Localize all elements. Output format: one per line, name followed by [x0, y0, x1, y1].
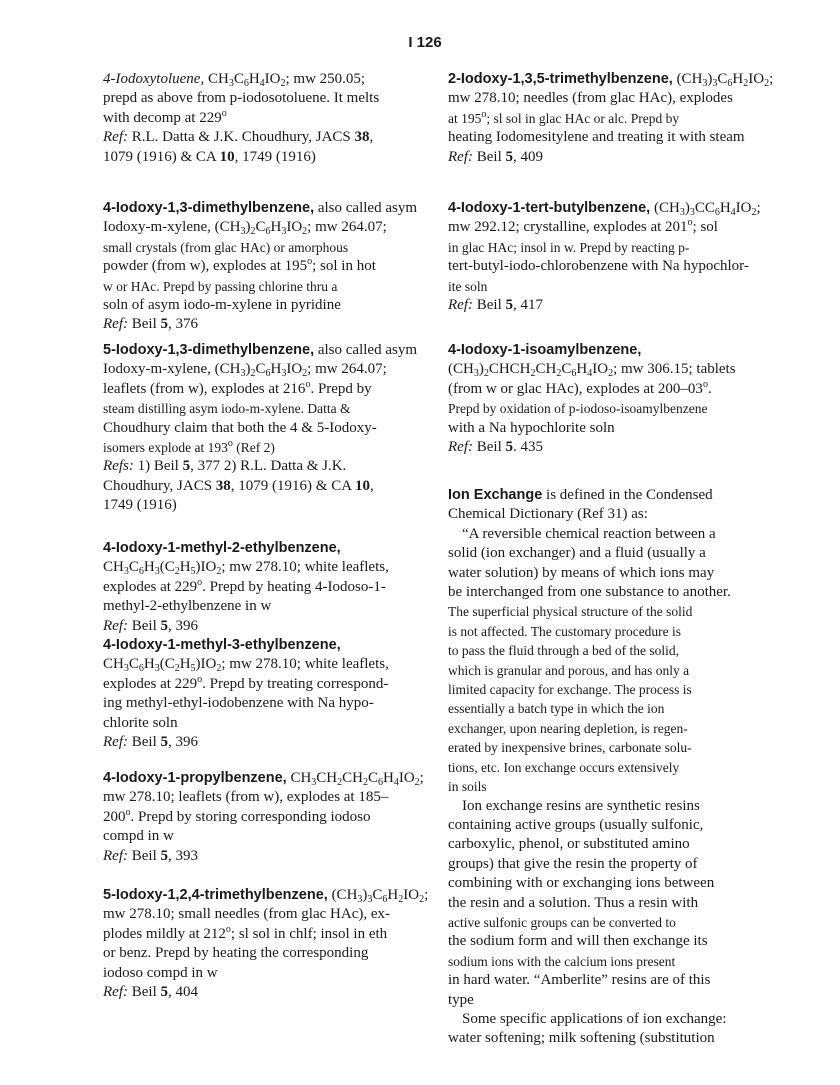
entry-title: Ion Exchange	[448, 487, 543, 503]
entry-4-iodoxy-1-tert-butylbenzene: 4-Iodoxy-1-tert-butylbenzene, $(CH_3)_3CC_6H_4IO_2$; mw 292.12; crystalline, explodes at 201$^o$; sol in glac HAc; insol in w. Prepd by reacting p- tert-butyl-iodo-chlorobenzene with Na hypochlor- ite soln Ref: Beil 5, 417	[448, 200, 761, 314]
entry-title: 4-Iodoxy-1,3-dimethylbenzene,	[103, 200, 315, 216]
ref-label: Ref:	[103, 847, 128, 864]
entry-title: 4-Iodoxy-1-tert-butylbenzene,	[448, 200, 651, 216]
entry-title: 5-Iodoxy-1,2,4-trimethylbenzene,	[103, 887, 328, 903]
entry-4-iodoxy-1-methyl-3-ethylbenzene: 4-Iodoxy-1-methyl-3-ethylbenzene, $CH_3C_6H_3(C_2H_5)IO_2$; mw 278.10; white leaflets, explodes at 229$^o$. Prepd by treating correspond- ing methyl-ethyl-iodobenzene with Na hypo- chlorite soln Ref: Beil 5, 396	[103, 637, 389, 751]
ref-label: Ref:	[103, 129, 128, 146]
entry-title: 2-Iodoxy-1,3,5-trimethylbenzene,	[448, 71, 673, 87]
ref-label: Refs:	[103, 458, 134, 475]
entry-ion-exchange: Ion Exchange is defined in the Condensed Chemical Dictionary (Ref 31) as: “A reversible chemical reaction between a solid (ion exchanger) and a fluid (usually a water solution) by means of which ions may be interchanged from one substance to another. The superficial physical structure of the solid is not affected. The customary procedure is to pass the fluid through a bed of the solid, which is granular and porous, and has only a limited capacity for exchange. The process is essentially a batch type in which the ion exchanger, upon nearing depletion, is regen- erated by inexpensive brines, carbonate solu- tions, etc. Ion exchange occurs extensively in soils Ion exchange resins are synthetic resins containing active groups (usually sulfonic, carboxylic, phenol, or substituted amino groups) that give the resin the property of combining with or exchanging ions between the resin and a solution. Thus a resin with active sulfonic groups can be converted to the sodium form and will then exchange its sodium ions with the calcium ions present in hard water. “Amberlite” resins are of this type Some specific applications of ion exchange: water softening; milk softening (substitution	[448, 487, 731, 1047]
entry-4-iodoxy-1-methyl-2-ethylbenzene: 4-Iodoxy-1-methyl-2-ethylbenzene, $CH_3C_6H_3(C_2H_5)IO_2$; mw 278.10; white leaflets, explodes at 229$^o$. Prepd by heating 4-Iodoso-1- methyl-2-ethylbenzene in w Ref: Beil 5, 396	[103, 540, 389, 634]
ref-label: Ref:	[103, 734, 128, 751]
page-number: I 126	[408, 34, 442, 51]
entry-2-iodoxy-1-3-5-trimethylbenzene: 2-Iodoxy-1,3,5-trimethylbenzene, $(CH_3)_3C_6H_2IO_2$; mw 278.10; needles (from glac HAc), explodes at 195$^o$; sl sol in glac HAc or alc. Prepd by heating Iodomesitylene and treating it with steam Ref: Beil 5, 409	[448, 71, 774, 165]
entry-5-iodoxy-1-3-dimethylbenzene: 5-Iodoxy-1,3-dimethylbenzene, also called asym Iodoxy-m-xylene, $(CH_3)_2C_6H_3IO_2$; mw 264.07; leaflets (from w), explodes at 216$^o$. Prepd by steam distilling asym iodo-m-xylene. Datta & Choudhury claim that both the 4 & 5-Iodoxy- isomers explode at 193$^o$ (Ref 2) Refs: 1) Beil 5, 377 2) R.L. Datta & J.K. Choudhury, JACS 38, 1079 (1916) & CA 10, 1749 (1916)	[103, 342, 417, 514]
entry-title: 5-Iodoxy-1,3-dimethylbenzene,	[103, 342, 315, 358]
entry-5-iodoxy-1-2-4-trimethylbenzene: 5-Iodoxy-1,2,4-trimethylbenzene, $(CH_3)_3C_6H_2IO_2$; mw 278.10; small needles (from glac HAc), ex- plodes mildly at 212$^o$; sl sol in chlf; insol in eth or benz. Prepd by heating the corresponding iodoso compd in w Ref: Beil 5, 404	[103, 887, 429, 1001]
entry-title: 4-Iodoxy-1-isoamylbenzene,	[448, 342, 642, 358]
entry-title: 4-Iodoxytoluene,	[103, 71, 205, 87]
ref-label: Ref:	[103, 316, 128, 333]
ref-label: Ref:	[103, 984, 128, 1001]
entry-4-iodoxy-1-3-dimethylbenzene: 4-Iodoxy-1,3-dimethylbenzene, also called asym Iodoxy-m-xylene, $(CH_3)_2C_6H_3IO_2$; mw 264.07; small crystals (from glac HAc) or amorphous powder (from w), explodes at 195$^o$; sol in hot w or HAc. Prepd by passing chlorine thru a soln of asym iodo-m-xylene in pyridine Ref: Beil 5, 376	[103, 200, 417, 333]
entry-4-iodoxytoluene: 4-Iodoxytoluene, $CH_3C_6H_4IO_2$; mw 250.05; prepd as above from p-iodosotoluene. It melts with decomp at 229$^o$ Ref: R.L. Datta & J.K. Choudhury, JACS 38, 1079 (1916) & CA 10, 1749 (1916)	[103, 71, 380, 165]
entry-title: 4-Iodoxy-1-methyl-3-ethylbenzene,	[103, 637, 341, 653]
entry-4-iodoxy-1-isoamylbenzene: 4-Iodoxy-1-isoamylbenzene, $(CH_3)_2CHCH_2CH_2C_6H_4IO_2$; mw 306.15; tablets (from w or glac HAc), explodes at 200–03$^o$. Prepd by oxidation of p-iodoso-isoamylbenzene with a Na hypochlorite soln Ref: Beil 5. 435	[448, 342, 736, 456]
entry-title: 4-Iodoxy-1-methyl-2-ethylbenzene,	[103, 540, 341, 556]
entry-4-iodoxy-1-propylbenzene: 4-Iodoxy-1-propylbenzene, $CH_3CH_2CH_2C_6H_4IO_2$; mw 278.10; leaflets (from w), explodes at 185– 200$^o$. Prepd by storing corresponding iodoso compd in w Ref: Beil 5, 393	[103, 770, 424, 864]
ref-label: Ref:	[448, 439, 473, 456]
ref-label: Ref:	[448, 297, 473, 314]
entry-title: 4-Iodoxy-1-propylbenzene,	[103, 770, 287, 786]
ref-label: Ref:	[448, 148, 473, 165]
ref-label: Ref:	[103, 617, 128, 634]
